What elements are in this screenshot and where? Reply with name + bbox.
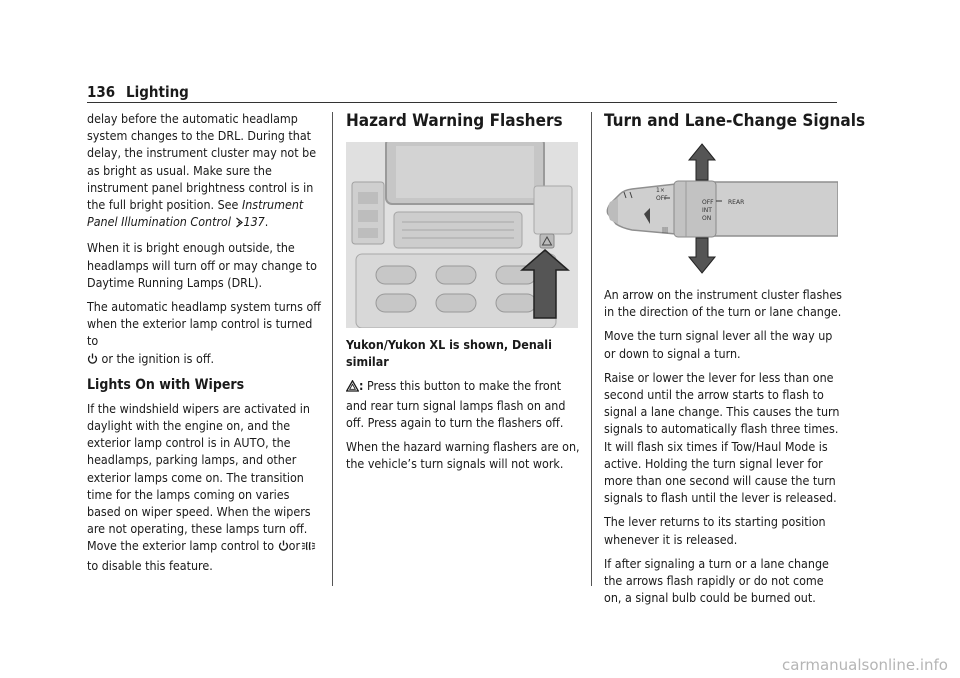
column-divider-2 [591,112,592,586]
paragraph: An arrow on the instrument cluster flashes in the direction of the turn or lane change. [604,287,842,320]
label-1x: 1× [656,187,665,194]
paragraph: delay before the automatic headlamp system changes to the DRL. During that delay, the instrument cluster may not be as bright as usual. Make sure the instrument panel brightness control is in the full bright position. See Instrument Panel Illumination Control 137. [87,110,322,232]
turn-signal-lever-diagram [604,142,838,274]
page-number: 136 [87,83,116,101]
column-1 [87,110,322,581]
label-on: ON [702,215,712,222]
watermark: carmanualsonline.info [782,656,948,674]
paragraph: If the windshield wipers are activated in daylight with the engine on, and the exterior lamp control is in AUTO, the headlamps, parking lamps, and other exterior lamps come on. The transition time for the lamps coming on varies based on wiper speed. When the wipers are not operating, these lamps turn off. Move the exterior lamp control to or to disable this feature. [87,400,322,574]
column-2-text [346,336,582,479]
label-off-wiper: OFF [656,195,668,202]
label-rear: REAR [728,199,745,206]
heading-turn-and-lane-change-signals: Turn and Lane-Change Signals [604,111,866,131]
cross-reference[interactable]: Instrument Panel Illumination Control [87,197,304,230]
hazard-warning-icon [346,379,359,396]
power-off-icon [87,352,98,369]
dashboard-hazard-button-photo [346,142,578,328]
paragraph: When the hazard warning flashers are on, the vehicle’s turn signals will not work. [346,439,580,472]
header-rule [87,102,837,103]
paragraph: Move the turn signal lever all the way up or down to signal a turn. [604,328,833,361]
figure-caption: Yukon/Yukon XL is shown, Denali similar [346,337,552,370]
paragraph: Raise or lower the lever for less than one second until the arrow starts to flash to signal a lane change. This causes the turn signals to automatically flash three times. It will flash six times if Tow/Haul Mode is active. Holding the turn signal lever for more than one second will cause the turn signals to flash until the lever is released. [604,369,840,506]
subheading-lights-on-with-wipers: Lights On with Wipers [87,376,245,393]
paragraph: : Press this button to make the front and rear turn signal lamps flash on and off. Press again to turn the flashers off. [346,378,566,430]
svg-text:|||: ||| [662,227,669,234]
label-int: INT [702,207,712,214]
label-off: OFF [702,199,714,206]
paragraph: The lever returns to its starting position whenever it is released. [604,514,826,547]
page-reference[interactable]: 137 [243,214,265,230]
parking-lamp-icon [300,539,317,556]
power-off-icon [278,539,289,556]
paragraph: When it is bright enough outside, the headlamps will turn off or may change to Daytime Running Lamps (DRL). [87,240,317,290]
paragraph: If after signaling a turn or a lane change the arrows flash rapidly or do not come on, a signal bulb could be burned out. [604,555,829,606]
paragraph: The automatic headlamp system turns off when the exterior lamp control is turned to or the ignition is off. [87,298,322,369]
column-3-text [604,286,842,613]
heading-hazard-warning-flashers: Hazard Warning Flashers [346,111,563,131]
section-title: Lighting [126,83,189,101]
column-divider-1 [332,112,333,586]
page-ref-icon [235,215,244,232]
